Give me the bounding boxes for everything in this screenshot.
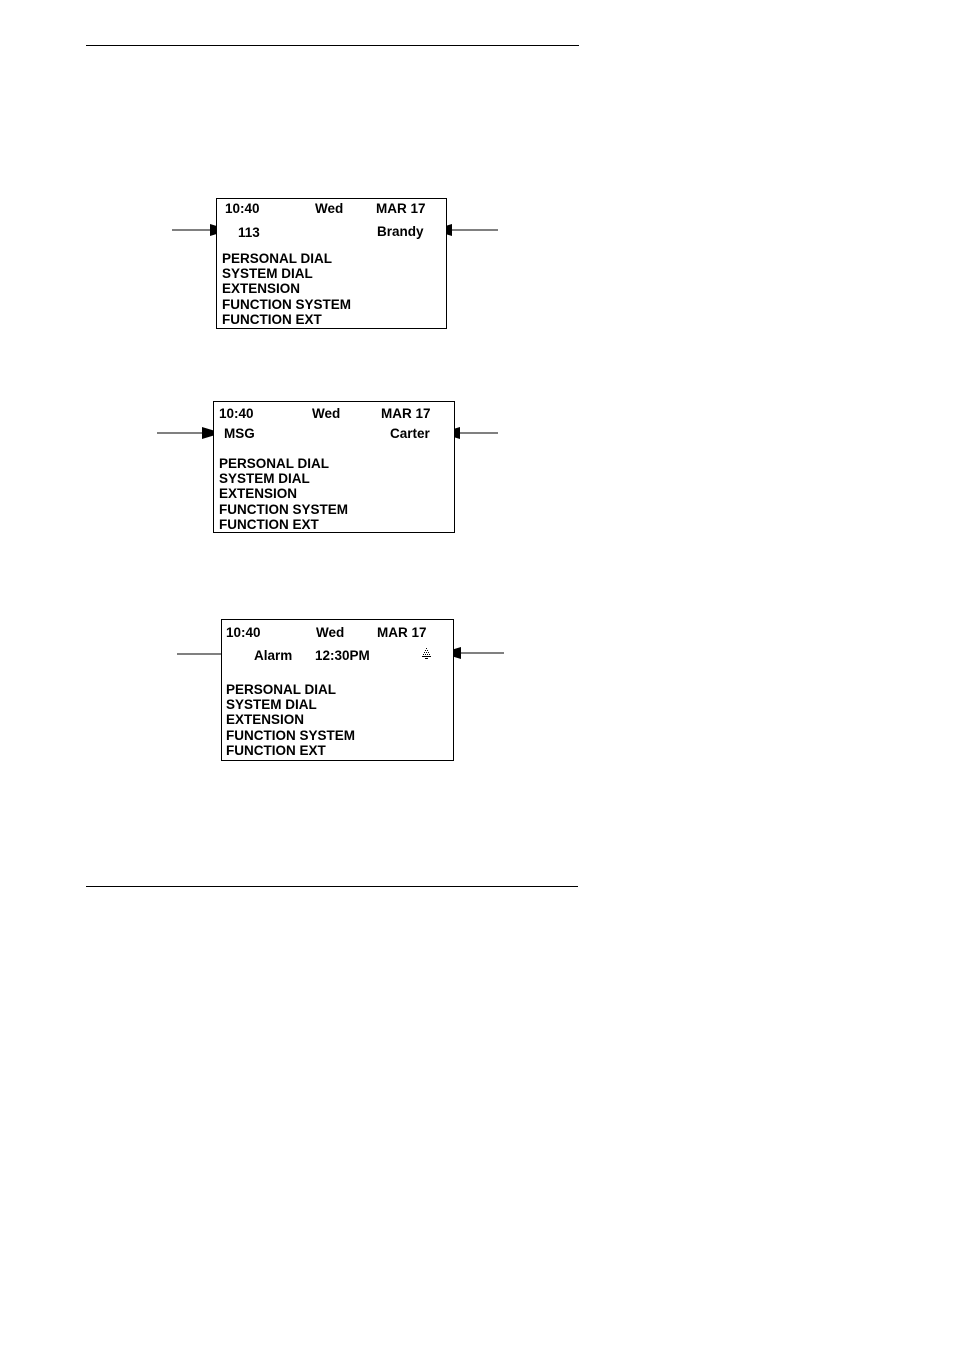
display-message-indicator: MSG bbox=[224, 426, 255, 441]
display-caller-name: Carter bbox=[390, 426, 430, 441]
menu-item: FUNCTION EXT bbox=[222, 311, 322, 327]
display-day: Wed bbox=[312, 406, 341, 421]
menu-item: EXTENSION bbox=[222, 281, 301, 297]
menu-item: PERSONAL DIAL bbox=[226, 682, 337, 697]
menu-item: PERSONAL DIAL bbox=[219, 456, 330, 471]
menu-item: SYSTEM DIAL bbox=[222, 266, 313, 282]
display-alarm-time: 12:30PM bbox=[315, 648, 370, 663]
display-time: 10:40 bbox=[225, 201, 260, 216]
display-date: MAR 17 bbox=[376, 201, 426, 216]
display-date: MAR 17 bbox=[381, 406, 431, 421]
menu-item: EXTENSION bbox=[226, 712, 305, 728]
phone-display-3 bbox=[221, 619, 454, 761]
display-time: 10:40 bbox=[226, 625, 261, 640]
display-day: Wed bbox=[316, 625, 345, 640]
display-menu bbox=[226, 682, 355, 758]
menu-item: FUNCTION SYSTEM bbox=[219, 501, 349, 517]
display-caller-name: Brandy bbox=[377, 224, 424, 239]
menu-item: FUNCTION EXT bbox=[219, 516, 319, 532]
menu-item: PERSONAL DIAL bbox=[222, 251, 333, 266]
menu-item: FUNCTION EXT bbox=[226, 742, 326, 758]
menu-item: EXTENSION bbox=[219, 486, 298, 502]
menu-item: FUNCTION SYSTEM bbox=[222, 296, 352, 312]
alarm-bell-icon bbox=[421, 648, 433, 660]
display-date: MAR 17 bbox=[377, 625, 427, 640]
menu-item: SYSTEM DIAL bbox=[219, 471, 310, 487]
display-alarm-label: Alarm bbox=[254, 648, 293, 663]
display-time: 10:40 bbox=[219, 406, 254, 421]
menu-item: FUNCTION SYSTEM bbox=[226, 727, 356, 743]
display-day: Wed bbox=[315, 201, 344, 216]
display-extension-number: 113 bbox=[238, 225, 260, 240]
menu-item: SYSTEM DIAL bbox=[226, 697, 317, 713]
